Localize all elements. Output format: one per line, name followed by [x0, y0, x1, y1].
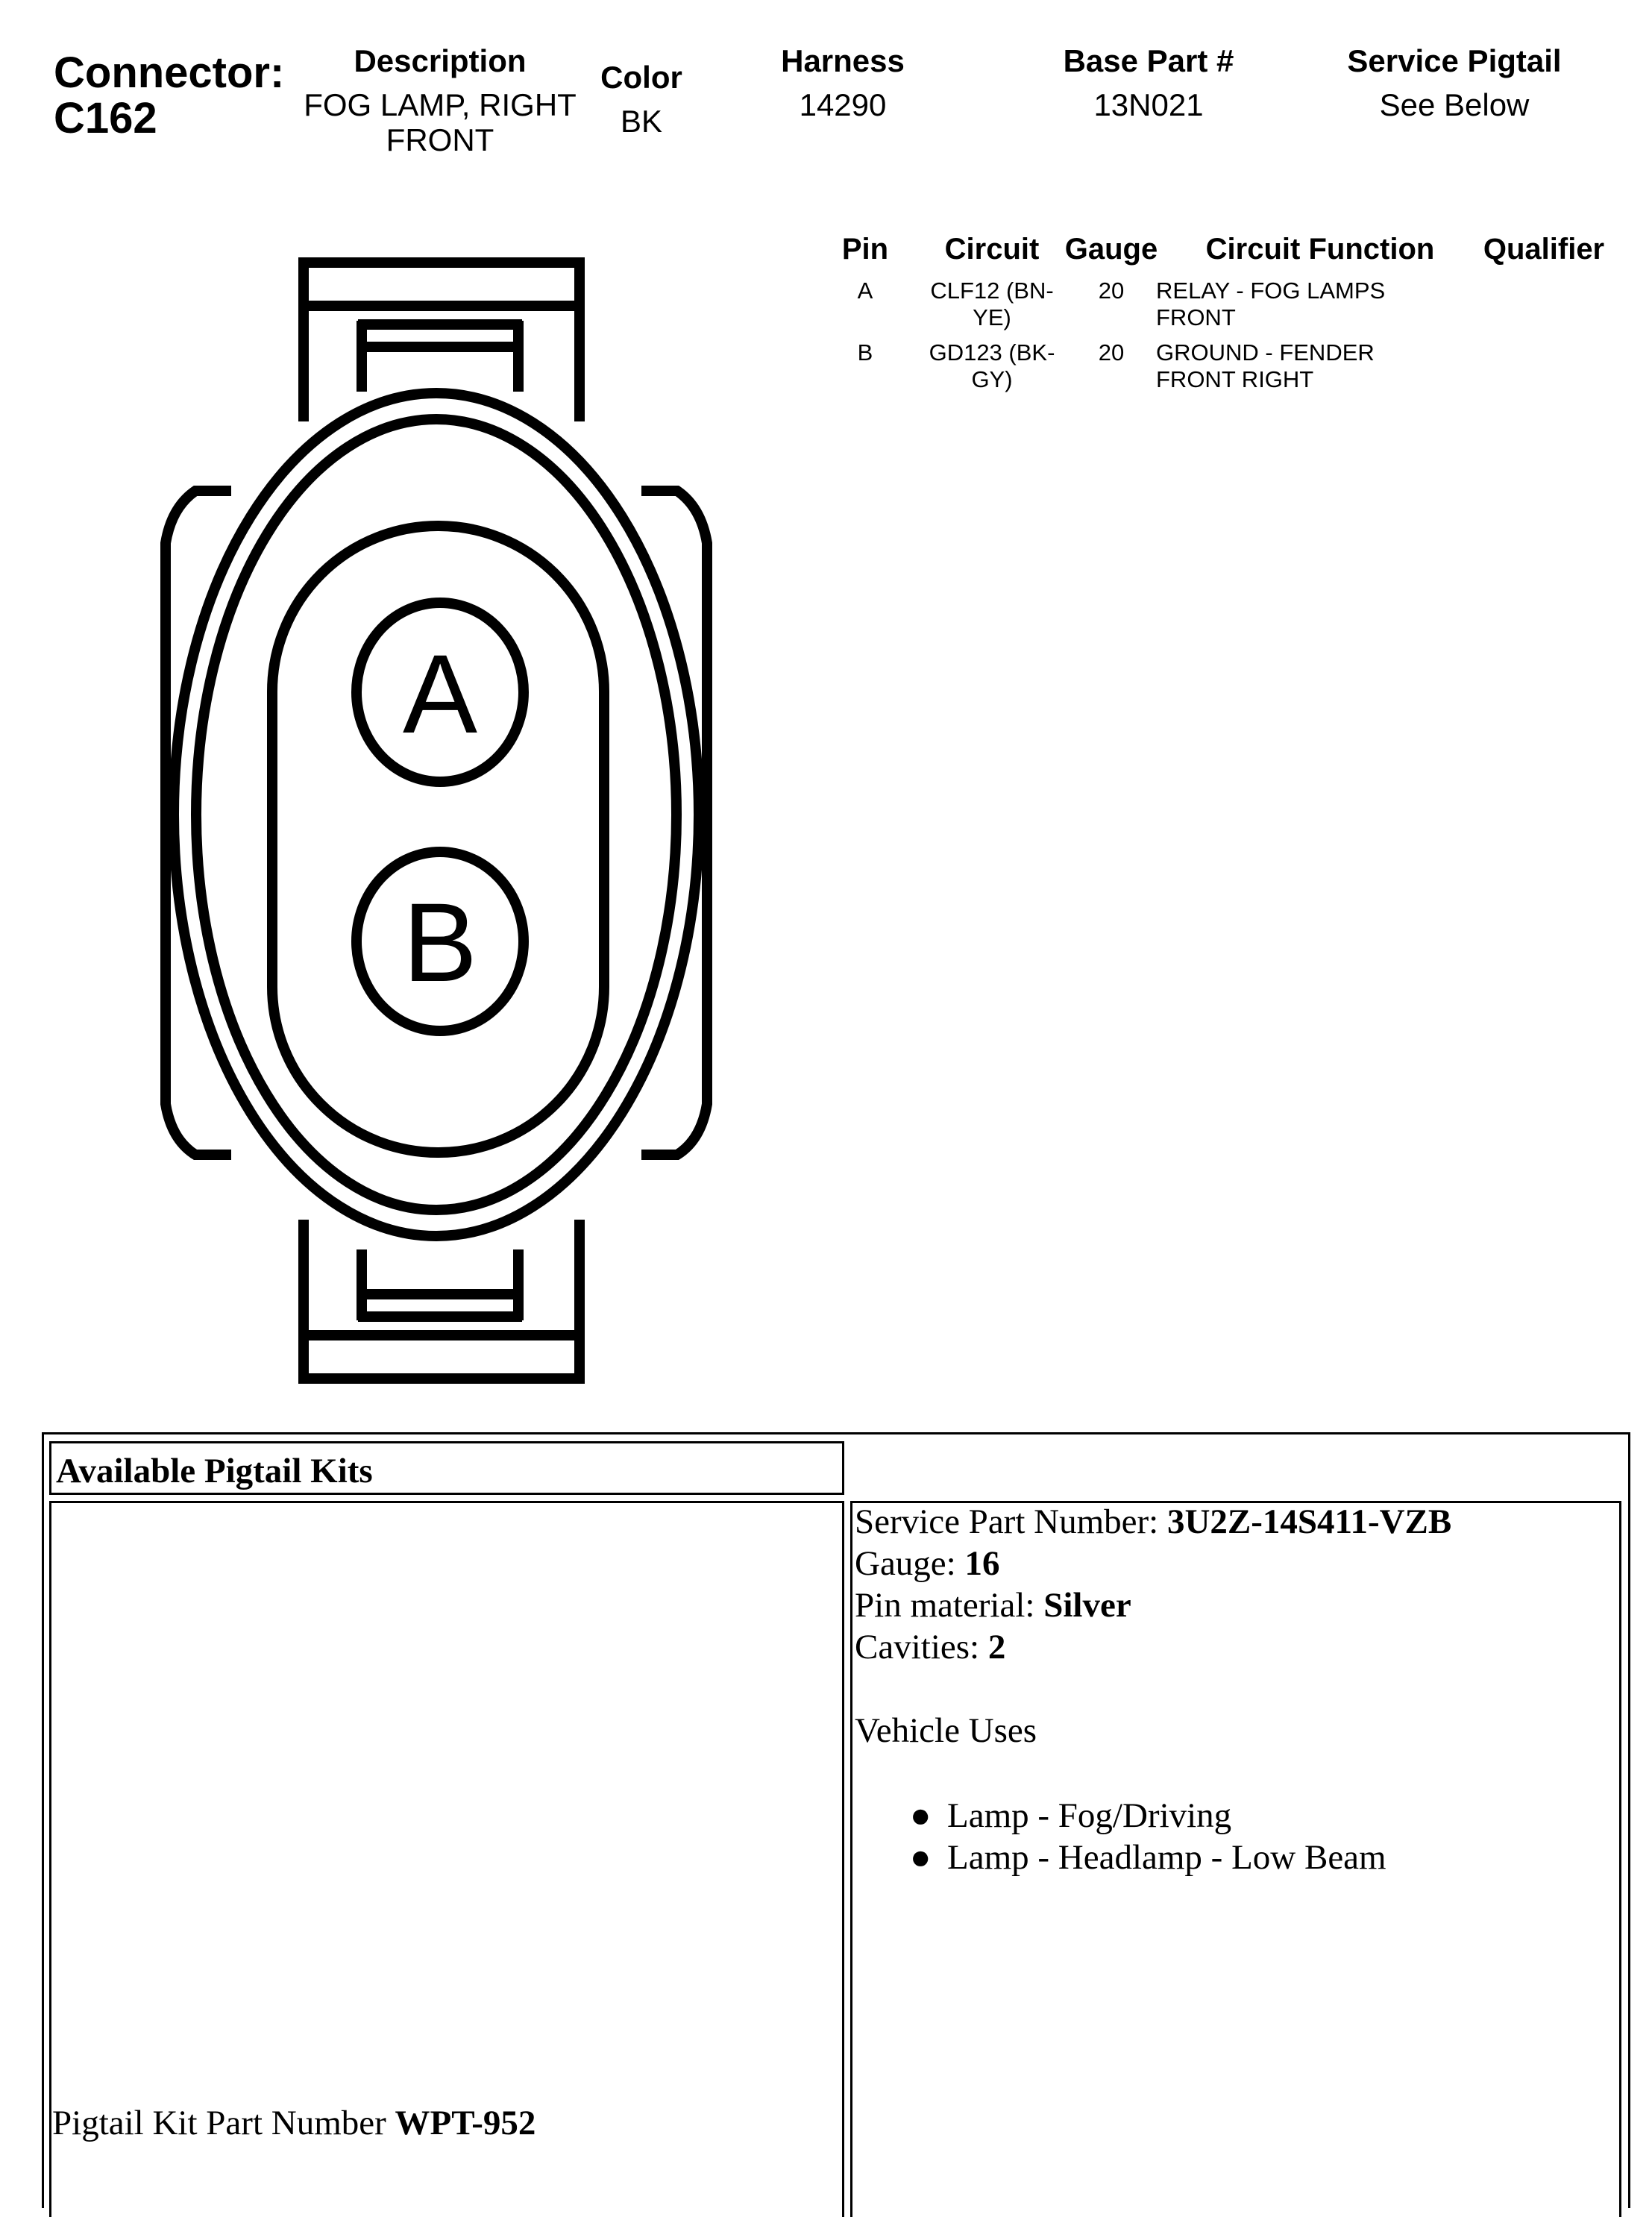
- bullet-icon: ●: [910, 1838, 932, 1877]
- description-line2: FRONT: [386, 122, 494, 158]
- outer-housing: [174, 393, 699, 1236]
- gauge-line: [855, 1543, 1615, 1584]
- service-pigtail-value: See Below: [1379, 87, 1530, 123]
- circuit-line1: CLF12 (BN-: [930, 277, 1054, 304]
- pin-cavity-area: [272, 526, 604, 1153]
- function-line1: RELAY - FOG LAMPS: [1156, 277, 1386, 304]
- service-part-value: 3U2Z-14S411-VZB: [1166, 1502, 1452, 1541]
- description-line1: FOG LAMP, RIGHT: [304, 87, 577, 123]
- connector-label: Connector:: [54, 48, 285, 97]
- service-part-details: [855, 1501, 1615, 1878]
- circuit-header: Circuit: [944, 233, 1040, 266]
- list-item: [910, 1837, 1615, 1878]
- circuit-line1: GD123 (BK-: [929, 339, 1055, 366]
- function-cell: [1156, 339, 1469, 392]
- gauge-cell: 20: [1098, 277, 1125, 304]
- cavities-line: [855, 1626, 1615, 1668]
- vehicle-uses-list: [910, 1795, 1615, 1878]
- cavities-value: 2: [987, 1628, 1006, 1666]
- base-part-column: [1029, 43, 1268, 122]
- function-line1: GROUND - FENDER: [1156, 339, 1375, 366]
- table-row: [820, 277, 1626, 337]
- harness-value: 14290: [799, 87, 887, 123]
- harness-label: Harness: [781, 43, 905, 78]
- pigtail-kits-title: Available Pigtail Kits: [56, 1452, 373, 1490]
- gauge-header: Gauge: [1064, 233, 1158, 266]
- cavities-label: Cavities:: [855, 1628, 988, 1666]
- pin-cell: B: [857, 339, 873, 366]
- pin-header: Pin: [841, 233, 889, 266]
- circuit-line2: GY): [971, 366, 1013, 392]
- base-part-label: Base Part #: [1063, 43, 1234, 78]
- pin-table: [820, 233, 1626, 404]
- circuit-function-header: Circuit Function: [1205, 233, 1435, 266]
- pin-b-label: B: [402, 879, 478, 1005]
- vehicle-uses-label: Vehicle Uses: [855, 1711, 1037, 1750]
- color-label: Color: [600, 60, 682, 95]
- connector-id: C162: [54, 93, 157, 142]
- pin-material-value: Silver: [1043, 1586, 1131, 1625]
- pin-cell: A: [857, 277, 873, 304]
- pigtail-kit-part-label: Pigtail Kit Part Number: [52, 2104, 395, 2142]
- list-item: [910, 1795, 1615, 1837]
- pin-material-line: [855, 1584, 1615, 1626]
- pigtail-kit-part-number: [52, 2102, 536, 2144]
- vehicle-use-text: Lamp - Fog/Driving: [947, 1796, 1232, 1835]
- function-line2: FRONT RIGHT: [1156, 366, 1314, 392]
- pigtail-kits-title-box: [49, 1441, 844, 1495]
- color-value: BK: [620, 104, 663, 139]
- service-part-label: Service Part Number:: [855, 1502, 1167, 1541]
- gauge-value: 16: [964, 1544, 1000, 1583]
- description-label: Description: [354, 43, 527, 78]
- circuit-cell: [925, 339, 1059, 392]
- bottom-latch: [298, 1220, 585, 1384]
- qualifier-header: Qualifier: [1483, 233, 1605, 266]
- gauge-cell: 20: [1098, 339, 1125, 366]
- circuit-line2: YE): [973, 304, 1011, 330]
- gauge-label: Gauge:: [855, 1544, 965, 1583]
- circuit-cell: [925, 277, 1059, 330]
- pin-a-label: A: [402, 631, 478, 756]
- service-pigtail-column: [1313, 43, 1596, 122]
- base-part-value: 13N021: [1093, 87, 1204, 123]
- service-part-line: [855, 1501, 1615, 1543]
- bullet-icon: ●: [910, 1796, 932, 1835]
- service-pigtail-label: Service Pigtail: [1347, 43, 1562, 78]
- function-line2: FRONT: [1156, 304, 1236, 330]
- function-cell: [1156, 277, 1469, 330]
- pin-material-label: Pin material:: [855, 1586, 1044, 1625]
- table-row: [820, 339, 1626, 399]
- vehicle-use-text: Lamp - Headlamp - Low Beam: [947, 1838, 1386, 1877]
- pigtail-kit-part-value: WPT-952: [395, 2104, 536, 2142]
